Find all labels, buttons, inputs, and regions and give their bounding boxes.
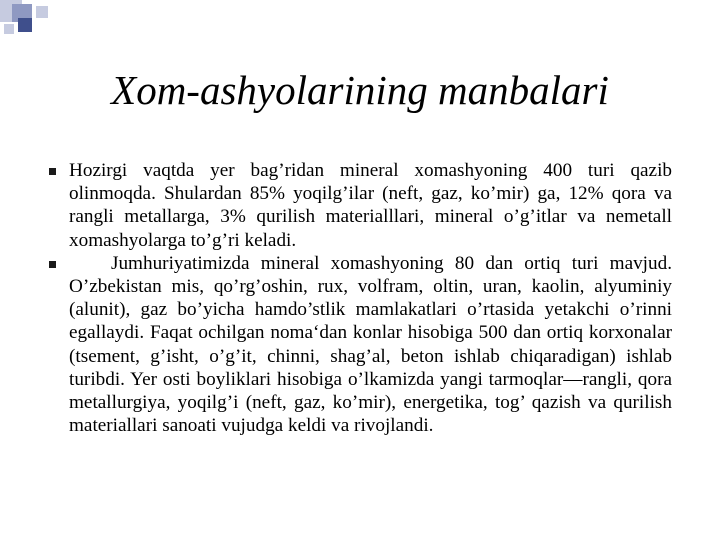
list-item [48, 252, 672, 438]
list-item [48, 159, 672, 252]
bullet-square-icon [49, 168, 56, 175]
slide-title: Xom-ashyolarining manbalari [111, 67, 609, 113]
bullet-text: Hozirgi vaqtda yer bag’ridan mineral xomashyoning 400 turi qazib olinmoqda. Shulardan 85% yoqilg’ilar (neft, gaz, ko’mir) ga, 12% qora va rangli metallarga, 3% qurilish materialllari, mineral o’g’itlar va nemetall xomashyolarga to’g’ri keladi. [69, 160, 672, 251]
bullet-square-icon [49, 261, 56, 268]
corner-decoration [0, 0, 60, 40]
bullet-text: Jumhuriyatimizda mineral xomashyoning 80 dan ortiq turi mavjud. O’zbekistan mis, qo’rg’oshin, rux, volfram, oltin, uran, kaolin, alyuminiy (alunit), gaz bo’yicha hamdo’stlik mamlakatlari o’rtasida yetakchi o’rinni egallaydi. Faqat ochilgan noma‘dan konlar hisobiga 500 dan ortiq korxonalar (tsement, g’isht, o’g’it, chinni, shag’al, beton ishlab chiqaradigan) ishlab turibdi. Yer osti boyliklari hisobiga o’lkamizda yangi tarmoqlar—rangli, qora metallurgiya, yoqilg’i (neft, gaz, ko’mir), energetika, tog’ qazish va qurilish materiallari sanoati vujudga keldi va rivojlandi. [69, 252, 672, 437]
deco-square-icon [4, 24, 14, 34]
bullet-list [48, 159, 672, 437]
deco-square-icon [36, 6, 48, 18]
deco-square-icon [18, 18, 32, 32]
